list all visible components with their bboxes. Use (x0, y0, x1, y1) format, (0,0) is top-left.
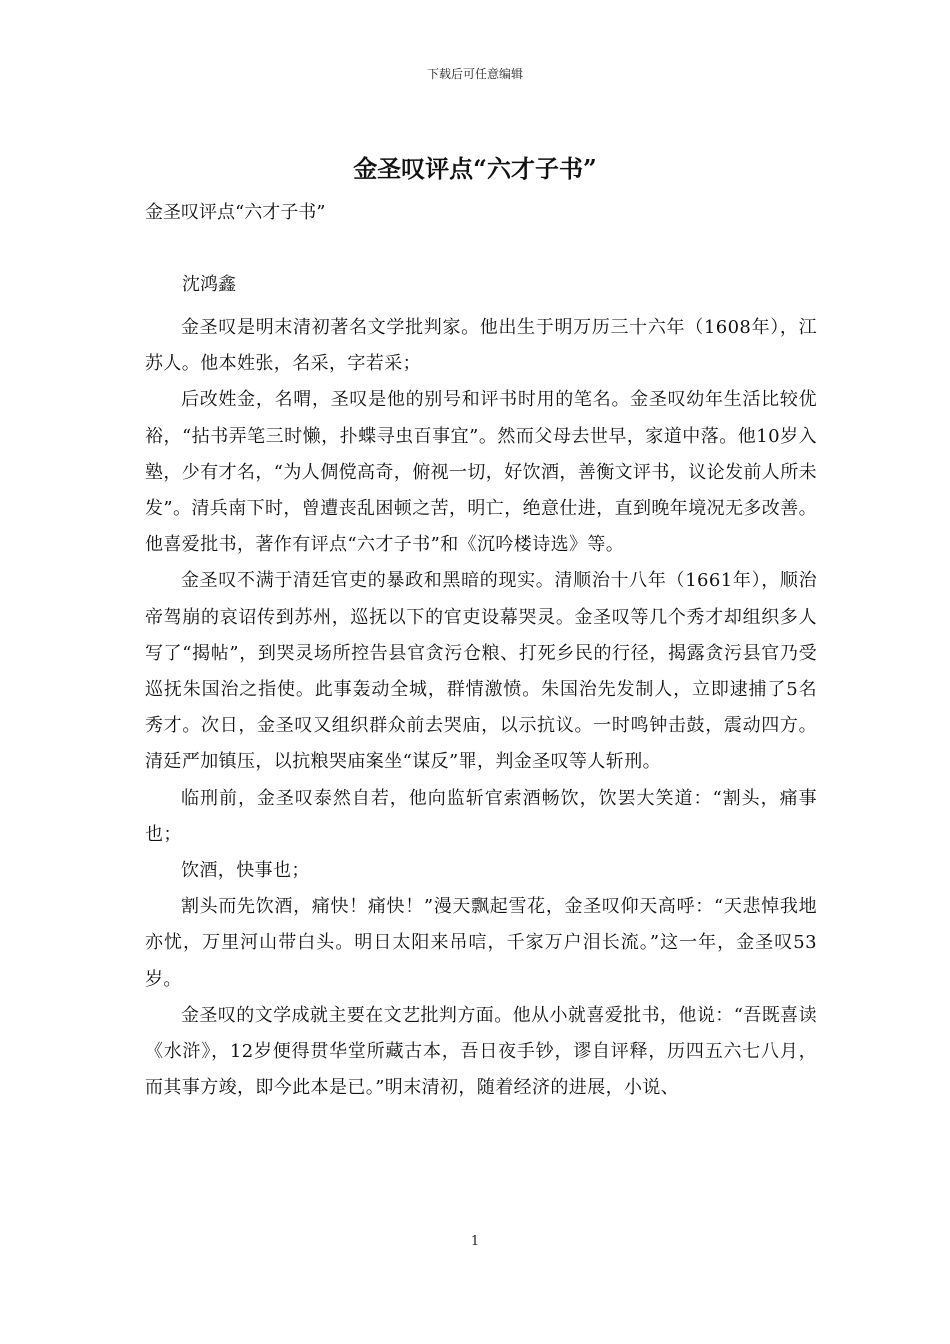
body-text (145, 310, 817, 1106)
paragraph: 金圣叹的文学成就主要在文艺批判方面。他从小就喜爱批书，他说：“吾既喜读《水浒》，12岁便得贯华堂所藏古本，吾日夜手钞，谬自评释，历四五六七八月，而其事方竣，即今此本是已。”明末清初，随着经济的进展，小说、 (145, 1004, 817, 1099)
document-subtitle: 金圣叹评点“六才子书” (145, 202, 326, 223)
header-note: 下载后可任意编辑 (426, 67, 523, 81)
author-name: 沈鸿鑫 (182, 274, 236, 295)
document-title: 金圣叹评点“六才子书” (353, 154, 597, 183)
paragraph: 金圣叹不满于清廷官吏的暴政和黑暗的现实。清顺治十八年（1661年），顺治帝驾崩的哀诏传到苏州，巡抚以下的官吏设幕哭灵。金圣叹等几个秀才却组织多人写了“揭帖”，到哭灵场所控告县官贪污仓粮、打死乡民的行径，揭露贪污县官乃受巡抚朱国治之指使。此事轰动全城，群情激愤。朱国治先发制人，立即逮捕了5名秀才。次日，金圣叹又组织群众前去哭庙，以示抗议。一时鸣钟击鼓，震动四方。清廷严加镇压，以抗粮哭庙案坐“谋反”罪，判金圣叹等人斩刑。 (145, 570, 817, 773)
paragraph: 后改姓金，名喟，圣叹是他的别号和评书时用的笔名。金圣叹幼年生活比较优裕，“拈书弄笔三时懒，扑蝶寻虫百事宜”。然而父母去世早，家道中落。他10岁入塾，少有才名，“为人倜傥高奇，俯视一切，好饮酒，善衡文评书，议论发前人所未发”。清兵南下时，曾遭丧乱困顿之苦，明亡，绝意仕进，直到晚年境况无多改善。他喜爱批书，著作有评点“六才子书”和《沉吟楼诗选》等。 (145, 389, 817, 556)
paragraph: 割头而先饮酒，痛快！痛快！”漫天飘起雪花，金圣叹仰天高呼：“天悲悼我地亦忧，万里河山带白头。明日太阳来吊唁，千家万户泪长流。”这一年，金圣叹53岁。 (145, 896, 817, 990)
paragraph: 金圣叹是明末清初著名文学批判家。他出生于明万历三十六年（1608年），江苏人。他本姓张，名采，字若采； (145, 317, 817, 375)
page-number: 1 (470, 1234, 480, 1249)
paragraph: 临刑前，金圣叹泰然自若，他向监斩官索酒畅饮，饮罢大笑道：“割头，痛事也； (145, 787, 817, 845)
paragraph: 饮酒，快事也； (181, 860, 310, 882)
